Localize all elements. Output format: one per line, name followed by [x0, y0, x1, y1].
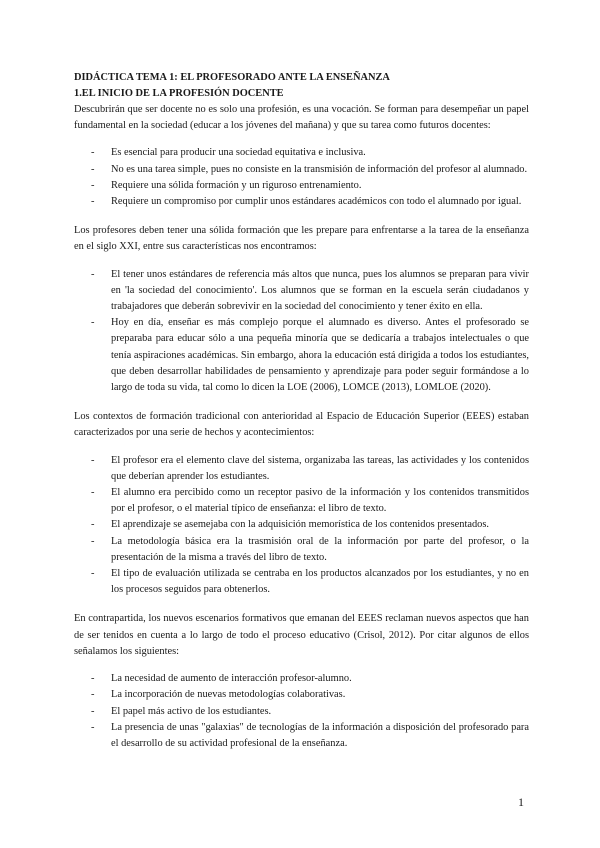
bullet-dash: -: [91, 268, 95, 280]
page-number: 1: [518, 795, 524, 809]
list-item: - El aprendizaje se asemejaba con la adquisición memorística de los contenidos presentados.: [74, 517, 529, 533]
list-item: - La necesidad de aumento de interacción profesor-alumno.: [74, 671, 529, 687]
list-item: - El alumno era percibido como un receptor pasivo de la información y los contenidos transmitidos por el profesor, o el material típico de enseñanza: el libro de texto.: [91, 487, 529, 515]
intro-paragraph: Descubrirán que ser docente no es solo una profesión, es una vocación. Se forman para desempeñar un papel fundamental en la sociedad (educar a los jóvenes del mañana) y que su tarea como futuros docentes:: [74, 104, 529, 132]
list-item: - La metodología básica era la trasmisión oral de la información por parte del profesor, o la presentación de la misma a través del libro de texto.: [91, 535, 529, 563]
bullet-dash: -: [91, 487, 95, 499]
bullet-dash: -: [91, 535, 95, 547]
list-item: - La presencia de unas "galaxias" de tecnologías de la información a disposición del profesorado para el desarrollo de su actividad profesional de la enseñanza.: [91, 721, 529, 749]
bullet-dash: -: [91, 163, 95, 175]
bullet-list-1: [74, 145, 529, 210]
list-item: - El tipo de evaluación utilizada se centraba en los productos alcanzados por los estudiantes, y no en los procesos seguidos para obtenerlos.: [91, 568, 529, 596]
bullet-list-2: [74, 267, 529, 397]
list-item: - Hoy en día, enseñar es más complejo porque el alumnado es diverso. Antes el profesorado se preparaba para educar sólo a una pequeña minoría que se dedicaría a trabajos intelectuales o que tenía aspiraciones académicas. Sin embargo, ahora la educación está dirigida a todos los estudiantes, que deben desarrollar habilidades de pensamiento y aprendizaje para poder seguir formándose a lo largo de toda su vida, tal como lo dicen la LOE (2006), LOMCE (2013), LOMLOE (2020).: [91, 317, 529, 394]
list-item: - El tener unos estándares de referencia más altos que nunca, pues los alumnos se preparan para vivir en 'la sociedad del conocimiento'. Los alumnos que se forman en la escuela serán ciudadanos y trabajadores que deberán sobrevivir en la sociedad del conocimiento y tener éxito en ella.: [91, 268, 529, 313]
list-item: - Requiere un compromiso por cumplir unos estándares académicos con todo el alumnado por igual.: [74, 194, 529, 210]
bullet-dash: -: [91, 568, 95, 580]
bullet-dash: -: [91, 147, 95, 159]
bullet-dash: -: [91, 454, 95, 466]
bullet-dash: -: [91, 179, 95, 191]
bullet-dash: -: [91, 317, 95, 329]
document-title: DIDÁCTICA TEMA 1: EL PROFESORADO ANTE LA ENSEÑANZA: [74, 72, 390, 83]
section-heading: 1.EL INICIO DE LA PROFESIÓN DOCENTE: [74, 88, 284, 99]
bullet-dash: -: [91, 705, 95, 717]
paragraph-3: Los contextos de formación tradicional con anterioridad al Espacio de Educación Superior (EEES) estaban caracterizados por una serie de hechos y acontecimientos:: [74, 411, 529, 439]
bullet-dash: -: [91, 689, 95, 701]
bullet-dash: -: [91, 721, 95, 733]
bullet-dash: -: [91, 519, 95, 531]
list-item: - El papel más activo de los estudiantes.: [74, 704, 529, 720]
page-content: [74, 70, 529, 765]
list-item: - Es esencial para producir una sociedad equitativa e inclusiva.: [74, 145, 529, 161]
list-item: - Requiere una sólida formación y un riguroso entrenamiento.: [74, 178, 529, 194]
paragraph-4: En contrapartida, los nuevos escenarios formativos que emanan del EEES reclaman nuevos aspectos que han de ser tenidos en cuenta a lo largo de todo el proceso educativo (Crisol, 2012). Por citar algunos de ellos señalamos los siguientes:: [74, 613, 529, 657]
list-item: - El profesor era el elemento clave del sistema, organizaba las tareas, las actividades y los contenidos que deberían aprender los estudiantes.: [91, 454, 529, 482]
bullet-list-4: [74, 671, 529, 752]
paragraph-2: Los profesores deben tener una sólida formación que les prepare para enfrentarse a la tarea de la enseñanza en el siglo XXI, entre sus características nos encontramos:: [74, 225, 529, 253]
bullet-dash: -: [91, 673, 95, 685]
list-item: - No es una tarea simple, pues no consiste en la transmisión de información del profesor al alumnado.: [74, 162, 529, 178]
bullet-list-3: [74, 453, 529, 599]
bullet-dash: -: [91, 196, 95, 208]
list-item: - La incorporación de nuevas metodologías colaborativas.: [74, 687, 529, 703]
